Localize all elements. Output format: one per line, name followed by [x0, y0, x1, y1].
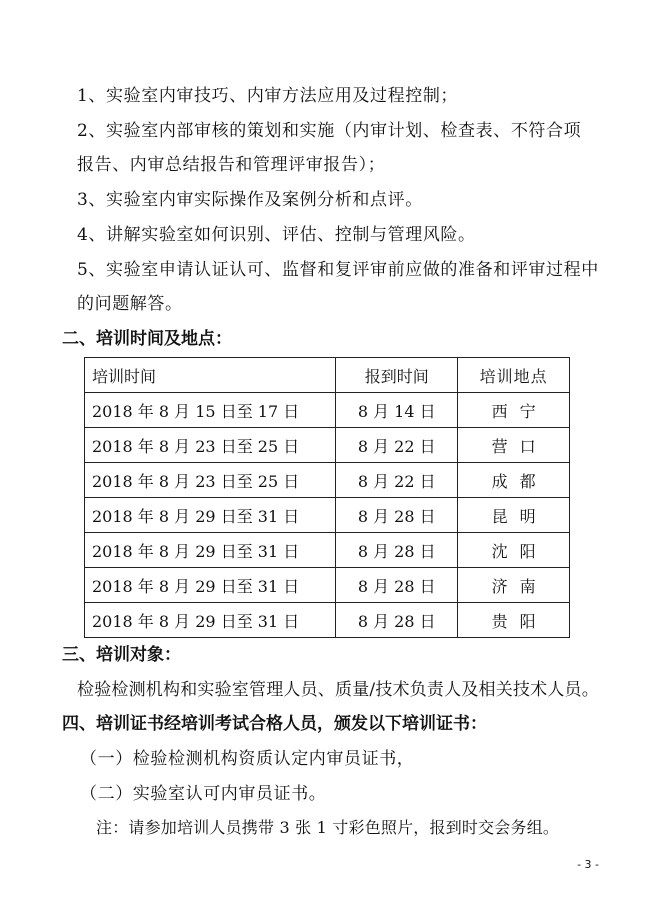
certificate-item-1: （一）检验检测机构资质认定内审员证书，	[80, 749, 415, 769]
check-in-time-cell: 8 月 28 日	[336, 533, 458, 568]
content-item-2-continuation: 报告、内审总结报告和管理评审报告）；	[77, 155, 386, 175]
training-schedule-table	[84, 357, 570, 638]
table-row	[85, 428, 570, 463]
training-time-cell: 2018 年 8 月 29 日至 31 日	[85, 533, 336, 568]
location-cell: 沈阳	[458, 533, 570, 568]
training-time-cell: 2018 年 8 月 29 日至 31 日	[85, 498, 336, 533]
training-time-cell: 2018 年 8 月 29 日至 31 日	[85, 568, 336, 603]
training-time-cell: 2018 年 8 月 23 日至 25 日	[85, 463, 336, 498]
content-item-4: 4、讲解实验室如何识别、评估、控制与管理风险。	[77, 225, 476, 245]
location-cell: 西宁	[458, 393, 570, 428]
content-item-5-continuation: 的问题解答。	[77, 294, 183, 314]
section-2-heading: 二、培训时间及地点：	[62, 329, 232, 349]
check-in-time-cell: 8 月 14 日	[336, 393, 458, 428]
page-number: - 3 -	[577, 858, 599, 871]
table-row	[85, 498, 570, 533]
training-audience-text: 检验检测机构和实验室管理人员、质量/技术负责人及相关技术人员。	[77, 680, 599, 700]
check-in-time-cell: 8 月 22 日	[336, 463, 458, 498]
location-cell: 昆明	[458, 498, 570, 533]
location-cell: 营口	[458, 428, 570, 463]
check-in-time-cell: 8 月 22 日	[336, 428, 458, 463]
training-time-cell: 2018 年 8 月 23 日至 25 日	[85, 428, 336, 463]
column-header-location: 培训地点	[458, 358, 570, 393]
location-cell: 济南	[458, 568, 570, 603]
table-header-row	[85, 358, 570, 393]
photo-note: 注：请参加培训人员携带 3 张 1 寸彩色照片，报到时交会务组。	[96, 818, 560, 837]
section-3-heading: 三、培训对象：	[62, 645, 181, 665]
location-cell: 成都	[458, 463, 570, 498]
check-in-time-cell: 8 月 28 日	[336, 568, 458, 603]
training-time-cell: 2018 年 8 月 15 日至 17 日	[85, 393, 336, 428]
location-cell: 贵阳	[458, 603, 570, 638]
content-item-5: 5、实验室申请认证认可、监督和复评审前应做的准备和评审过程中	[77, 260, 599, 280]
check-in-time-cell: 8 月 28 日	[336, 603, 458, 638]
column-header-training-time: 培训时间	[85, 358, 336, 393]
table-row	[85, 393, 570, 428]
table-row	[85, 603, 570, 638]
content-item-3: 3、实验室内审实际操作及案例分析和点评。	[77, 190, 423, 210]
table-row	[85, 463, 570, 498]
column-header-check-in-time: 报到时间	[336, 358, 458, 393]
content-item-2: 2、实验室内部审核的策划和实施（内审计划、检查表、不符合项	[77, 121, 582, 141]
section-4-heading: 四、培训证书经培训考试合格人员，颁发以下培训证书：	[62, 714, 487, 734]
content-item-1: 1、实验室内审技巧、内审方法应用及过程控制；	[77, 86, 459, 106]
table-row	[85, 568, 570, 603]
table-row	[85, 533, 570, 568]
certificate-item-2: （二）实验室认可内审员证书。	[80, 784, 327, 804]
check-in-time-cell: 8 月 28 日	[336, 498, 458, 533]
training-time-cell: 2018 年 8 月 29 日至 31 日	[85, 603, 336, 638]
